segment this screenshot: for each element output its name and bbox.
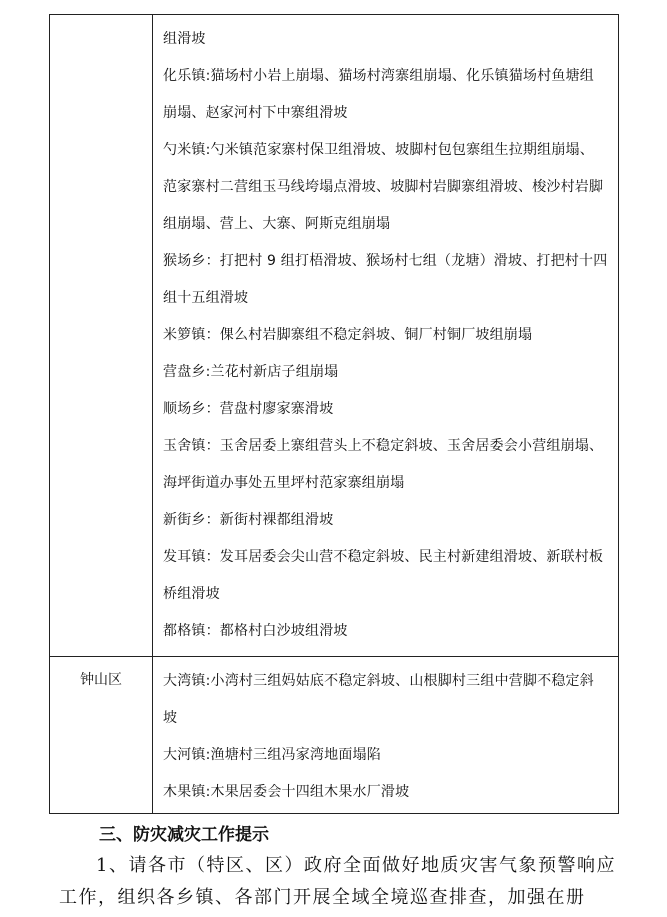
hazard-entry: 组滑坡 [163,31,206,47]
hazard-entry: 勺米镇:勺米镇范家寨村保卫组滑坡、坡脚村包包寨组生拉期组崩塌、范家寨村二营组玉马线垮塌点滑坡、坡脚村岩脚寨组滑坡、梭沙村岩脚组崩塌、营上、大寨、阿斯克组崩塌 [163,142,604,232]
hazard-entry: 化乐镇:猫场村小岩上崩塌、猫场村湾寨组崩塌、化乐镇猫场村鱼塘组崩塌、赵家河村下中寨组滑坡 [163,68,594,121]
hazard-entry: 新街乡：新街村裸都组滑坡 [163,512,334,528]
hazard-entry: 都格镇：都格村白沙坡组滑坡 [163,623,348,639]
details-cell [153,657,619,814]
hazard-entry: 大湾镇:小湾村三组妈姑底不稳定斜坡、山根脚村三组中营脚不稳定斜坡 [163,673,594,726]
hazard-entry: 米箩镇：倮么村岩脚寨组不稳定斜坡、铜厂村铜厂坡组崩塌 [163,327,533,343]
hazard-entry: 猴场乡：打把村 9 组打梧滑坡、猴场村七组（龙塘）滑坡、打把村十四组十五组滑坡 [163,253,608,306]
table-row [50,15,619,657]
details-cell [153,15,619,657]
hazard-entry: 木果镇:木果居委会十四组木果水厂滑坡 [163,784,410,800]
region-cell [50,15,153,657]
hazard-entry: 玉舍镇：玉舍居委上寨组营头上不稳定斜坡、玉舍居委会小营组崩塌、海坪街道办事处五里坪村范家寨组崩塌 [163,438,604,491]
hazard-entry: 大河镇:渔塘村三组冯家湾地面塌陷 [163,747,381,763]
region-cell [50,657,153,814]
hazard-entry: 发耳镇：发耳居委会尖山营不稳定斜坡、民主村新建组滑坡、新联村板桥组滑坡 [163,549,604,602]
hazard-table [49,14,619,814]
table-row [50,657,619,814]
hazard-entry: 营盘乡:兰花村新店子组崩塌 [163,364,339,380]
region-name: 钟山区 [80,672,122,688]
body-paragraph: 1、请各市（特区、区）政府全面做好地质灾害气象预警响应工作，组织各乡镇、各部门开展全域全境巡查排查，加强在册 [59,855,616,908]
section-heading: 三、防灾减灾工作提示 [99,825,269,845]
hazard-entry: 顺场乡：营盘村廖家寨滑坡 [163,401,334,417]
